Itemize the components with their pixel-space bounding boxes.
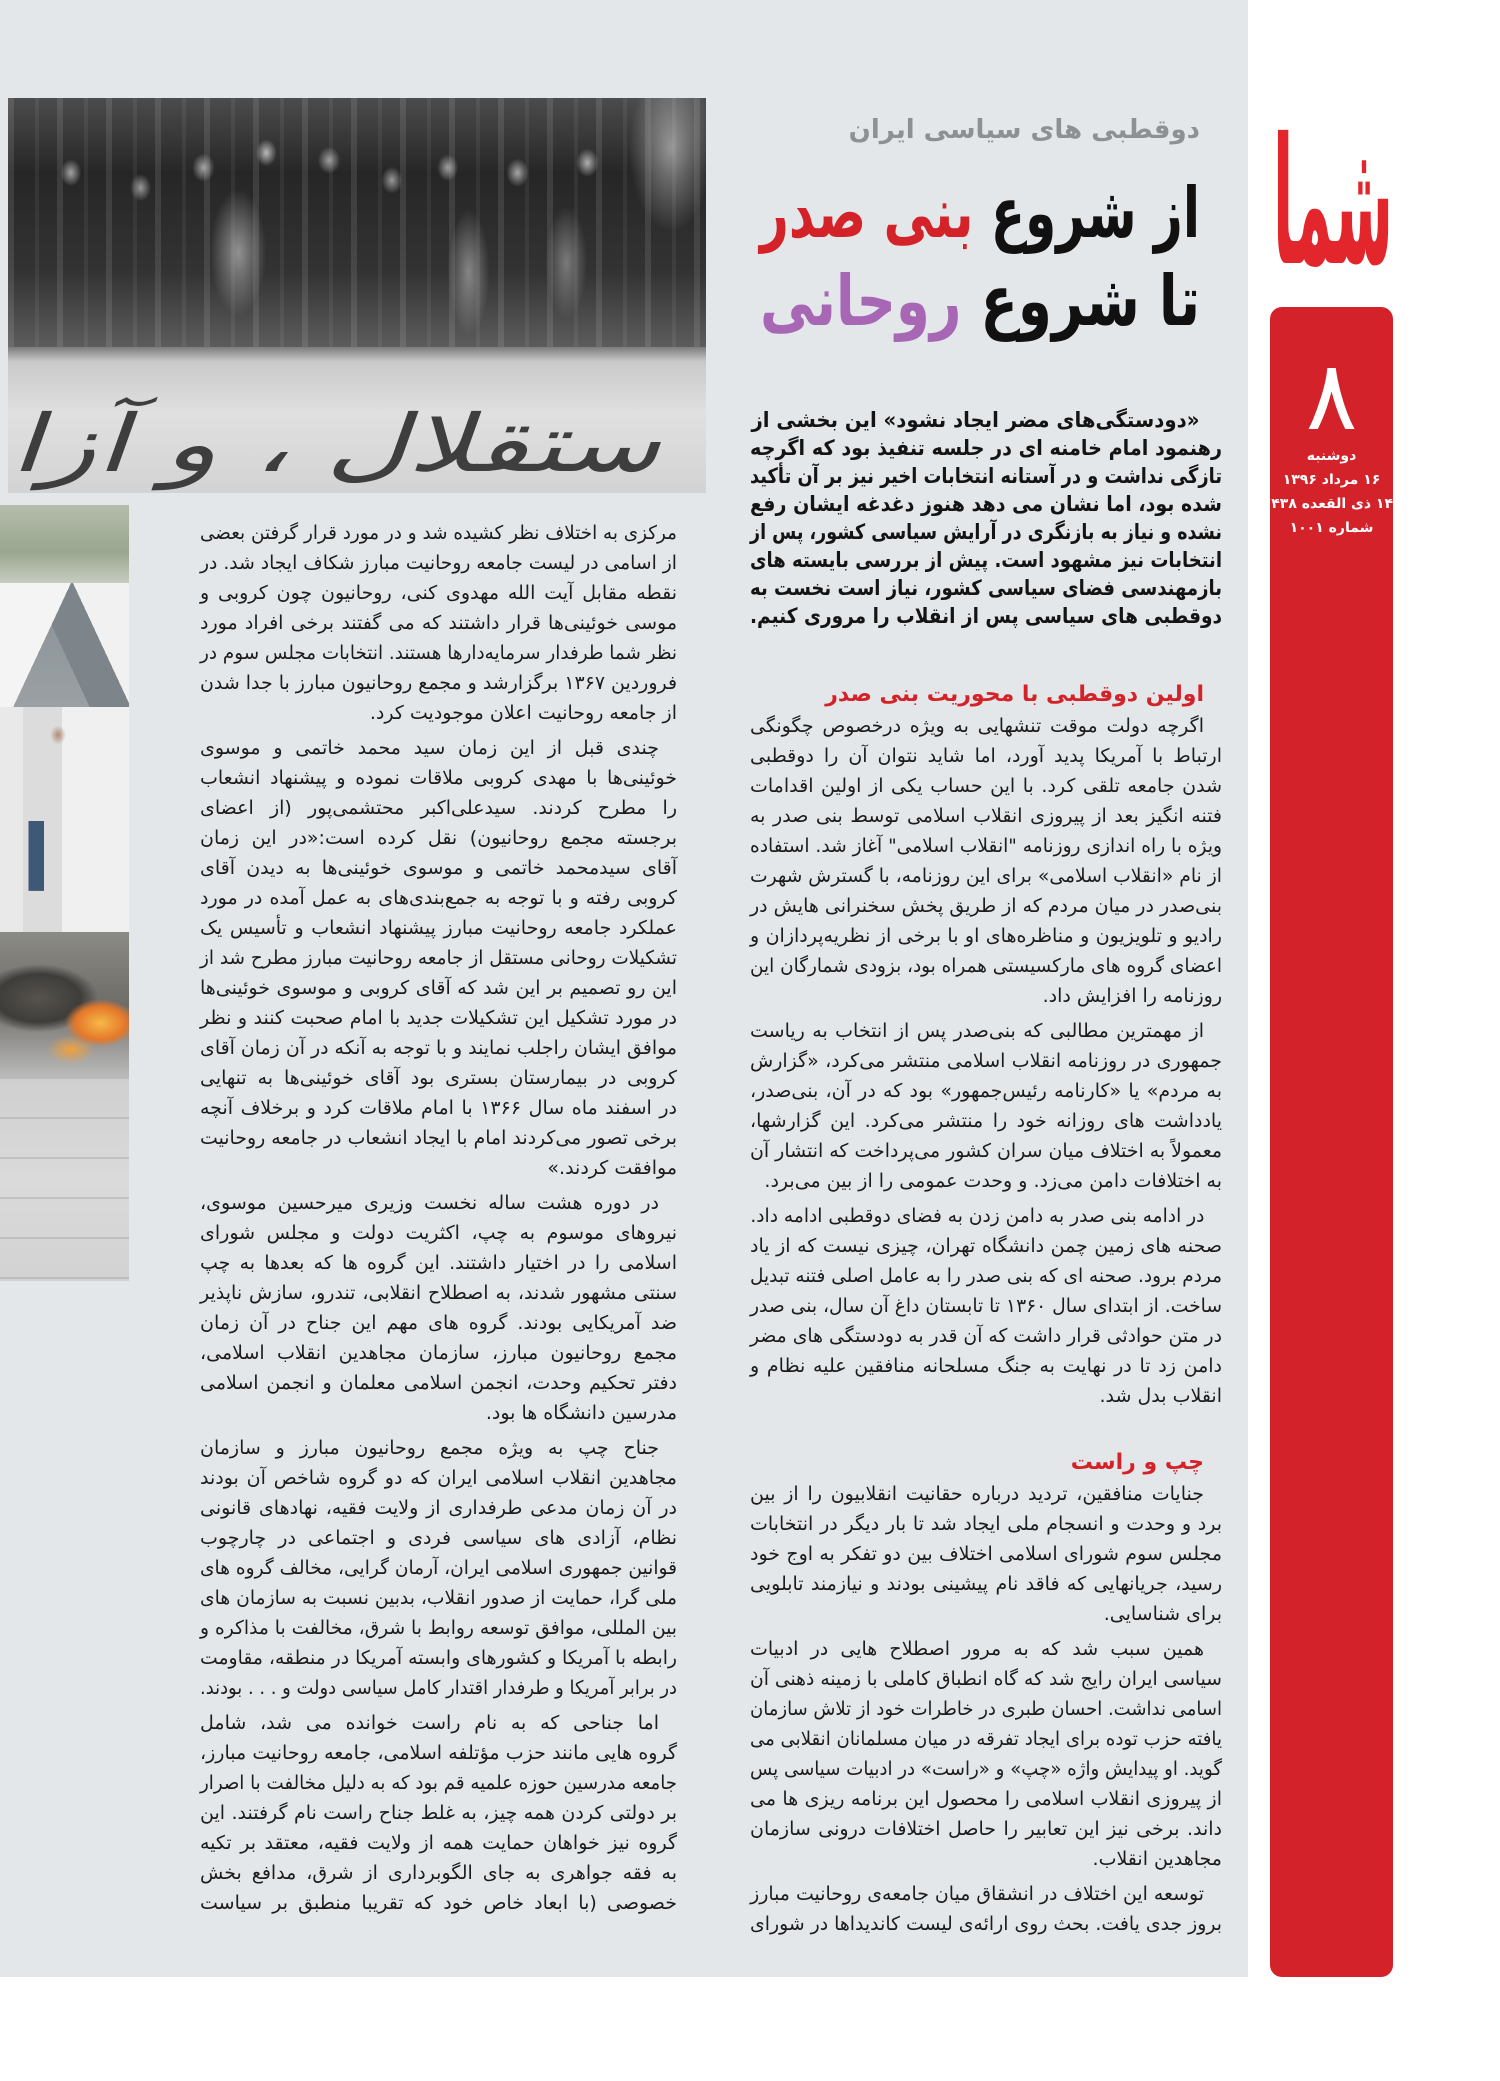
text-line: سیاسی ایران رایج شد که گاه انطباق کاملی با زمینه ذهنی آن [749, 1668, 1222, 1690]
article-photo-burning-motorcycle [0, 505, 129, 1281]
text-line: این رو تصمیم بر این شد که آقای کروبی و موسوی خوئینی‌ها [200, 977, 677, 999]
text-line: شدن جامعه تلقی کرد. با این حساب یکی از اولین اقدامات [750, 775, 1222, 797]
photo-people [0, 707, 129, 940]
photo-banner [10, 398, 660, 490]
weekday: دوشنبه [1306, 448, 1357, 464]
text-line: جنایات منافقین، تردید درباره حقانیت انقلابیون را از بین [750, 1483, 1204, 1505]
text-line: توسعه این اختلاف در انشقاق میان جامعه‌ی روحانیت مبارز [750, 1883, 1205, 1905]
text-line: از اسامی در لیست جامعه روحانیت مبارز شکاف ایجاد شد. در [199, 552, 677, 574]
text-line: بازمهندسی فضای سیاسی کشور، نیاز است نخست به [750, 576, 1222, 600]
text-line: موسی خوئینی‌ها قرار داشتند که می گفتند برخی افراد مورد [200, 612, 677, 634]
text-line: فتنه انگیز بعد از پیروزی انقلاب اسلامی توسط بنی صدر به [750, 805, 1222, 827]
text-line: روزنامه را افزایش داد. [1042, 985, 1222, 1007]
text-line: گوید. او پیدایش واژه «چپ» و «راست» در ادبیات سیاسی پس [750, 1758, 1222, 1780]
text-line: سنتی مشهور شدند، به اصطلاح انقلابی، تندرو، سازش ناپذیر [200, 1282, 677, 1304]
text-line: بر دولتی کردن همه چیز، به غلط جناح راست نام گرفتند. این [200, 1802, 677, 1824]
text-line: برخی تصور می‌کردند امام با ایجاد انشعاب در جامعه روحانیت [200, 1127, 678, 1149]
text-line: ساخت. از ابتدای سال ۱۳۶۰ تا تابستان داغ آن سال، بنی صدر [749, 1295, 1222, 1317]
paragraph [200, 733, 677, 1183]
paragraph [200, 1708, 677, 1918]
text-line: از مهمترین مطالبی که بنی‌صدر پس از انتخاب به ریاست [750, 1020, 1204, 1042]
text-line: برد و وحدت و انسجام ملی ایجاد شد تا بار دیگر در انتخابات [750, 1513, 1222, 1535]
text-line: جناح چپ به ویژه مجمع روحانیون مبارز و سازمان [200, 1437, 659, 1459]
text-line: داند. برخی نیز این تعابیر را حاصل اختلافات درونی سازمان [750, 1818, 1222, 1840]
article-kicker: دوقطبی های سیاسی ایران [848, 115, 1200, 145]
article-column-right [750, 406, 1222, 1939]
text-line: قوانین جمهوری اسلامی ایران، آرمان گرایی، مخالف گروه های [200, 1557, 677, 1579]
text-line: رسید، جریانهایی که فاقد نام پیشینی بودند و نیازمند تابلویی [750, 1573, 1222, 1595]
text-line: بنی‌صدر در میان مردم که از طریق پخش سخنرانی هایش در [749, 895, 1222, 917]
photo-trees [0, 505, 129, 583]
photo-ground [0, 1079, 129, 1281]
text-line: را مطرح کردند. سیدعلی‌اکبر محتشمی‌پور (از اعضای [200, 797, 677, 819]
text-line: موافق ایشان راجلب نمایند و با توجه به آنکه در آن زمان آقای [200, 1037, 677, 1059]
text-line: مجاهدین انقلاب. [1092, 1848, 1222, 1870]
text-line: یادداشت های روزانه خود را منتشر می‌کرد. این گزارشها، [750, 1110, 1222, 1132]
text-line: دوقطبی های سیاسی پس از انقلاب را مروری کنیم. [750, 604, 1222, 628]
text-line: رادیو و تلویزیون و مناظره‌های او با برخی از نظریه‌پردازان و [750, 925, 1222, 947]
text-line: اسلامی را در اختیار داشتند. این گروه ها که بعدها به چپ [200, 1252, 677, 1274]
text-line: «دودستگی‌های مضر ایجاد نشود» این بخشی از [751, 408, 1200, 432]
publication-logo [1273, 100, 1393, 305]
text-line: برجسته مجمع روحانیون) نقل کرده است:«در این زمان [200, 827, 677, 849]
paragraph [750, 1016, 1222, 1196]
text-line: در آن زمان مدعی طرفداری از ولایت فقیه، نهادهای قانونی [200, 1497, 677, 1519]
photo-banner-text: ستقلال ، و آزا [10, 398, 660, 490]
text-line: خوئینی‌ها با مهدی کروبی ملاقات نموده و پیشنهاد انشعاب [200, 767, 677, 789]
text-line: کروبی در بیمارستان بستری بود آقای خوئینی‌ها به تنهایی [200, 1067, 677, 1089]
headline-line-2 [759, 257, 1200, 345]
text-line: تازگی نداشت و در آستانه انتخابات اخیر نیز بر آن تأکید [750, 464, 1222, 488]
text-line: ارتباط با آمریکا پدید آورد، اما شاید نتوان آن را دوقطبی [750, 745, 1222, 767]
text-line: رهنمود امام خامنه ای در جلسه تنفیذ بود که اگرچه [749, 436, 1222, 460]
text-line: دامن زد تا در نهایت به جنگ مسلحانه منافقین علیه نظام و [750, 1355, 1222, 1377]
article-headline [760, 169, 1200, 345]
text-line: عملکرد جامعه روحانیت مبارز پیشنهاد انشعاب و تأسیس یک [200, 917, 677, 939]
headline-line-2-accent: روحانی [759, 260, 962, 342]
section-body-left-and-right [750, 1479, 1222, 1939]
text-line: نیروهای موسوم به چپ، اکثریت دولت و مجلس شورای [200, 1222, 677, 1244]
text-line: از جامعه روحانیت اعلان موجودیت کرد. [369, 702, 677, 724]
text-line: انقلاب بدل شد. [1099, 1385, 1222, 1407]
text-line: ضد آمریکایی بودند. گروه های مهم این جناح در آن زمان [200, 1312, 677, 1334]
lead-paragraph [750, 406, 1222, 630]
paragraph [750, 1634, 1222, 1874]
section-heading-first-polarization: اولین دوقطبی با محوریت بنی صدر [825, 682, 1204, 707]
text-line: همین سبب شد که به مرور اصطلاح هایی در ادبیات [750, 1638, 1204, 1660]
text-line: جامعه مدرسین حوزه علمیه قم بود که به دلیل مخالفت با اصرار [199, 1772, 677, 1794]
text-line: ویژه با راه اندازی روزنامه "انقلاب اسلامی" آغاز شد. استفاده [750, 835, 1222, 857]
paragraph [200, 1433, 677, 1703]
text-line: معمولاً به اختلاف میان سران کشور می‌پرداخت که انتشار آن [749, 1140, 1222, 1162]
text-line: مرکزی به اختلاف نظر کشیده شد و در مورد قرار گرفتن بعضی [199, 522, 678, 544]
logo-text: شما [1273, 100, 1393, 305]
text-line: اگرچه دولت موقت تنشهایی به ویژه درخصوص چگونگی [750, 715, 1204, 737]
paragraph [750, 711, 1222, 1011]
paragraph [750, 406, 1222, 630]
text-line: کروبی رفته و با توجه به جمع‌بندی‌های به عمل آمده در مورد [200, 887, 677, 909]
text-line: از نام «انقلاب اسلامی» برای این روزنامه، با گسترش شهرت [750, 865, 1222, 887]
text-line: به مردم» یا «کارنامه رئیس‌جمهور» بود که در آن، بنی‌صدر، [750, 1080, 1222, 1102]
paragraph [200, 518, 677, 728]
text-line: نشده و نیاز به بازنگری در آرایش سیاسی کشور، پس از [750, 520, 1222, 544]
section-body-first-polarization [750, 711, 1222, 1411]
paragraph [750, 1479, 1222, 1629]
text-line: جمهوری در روزنامه انقلاب اسلامی منتشر می‌کرد، «گزارش [750, 1050, 1222, 1072]
text-line: نقطه مقابل آیت الله مهدوی کنی، روحانیون چون کروبی و [200, 582, 677, 604]
text-line: اما جناحی که به نام راست خوانده می شد، شامل [200, 1712, 659, 1734]
text-line: مردم برود. صحنه ای که بنی صدر را به عامل اصلی فتنه تبدیل [749, 1265, 1222, 1287]
text-line: فروردین ۱۳۶۷ برگزارشد و مجمع روحانیون مبارز با جدا شدن [200, 672, 677, 694]
photo-burning-motorcycle [0, 932, 129, 1079]
text-line: اسامی نداشت. احسان طبری در خاطرات خود از تلاش سازمان [749, 1698, 1222, 1720]
text-line: خصوصی (با ابعاد خاص خود که تقریبا منطبق بر سیاست [200, 1892, 677, 1914]
text-line: یافته حزب توده برای ایجاد تفرقه در میان مسلمانان انقلابی می [749, 1728, 1222, 1750]
text-line: گروه هایی مانند حزب مؤتلفه اسلامی، جامعه روحانیت مبارز، [200, 1742, 677, 1764]
text-line: در برابر آمریکا و طرفدار اقتدار کامل سیاسی دولت و . . . بودند. [200, 1677, 677, 1699]
page-info-bar [1262, 307, 1393, 1977]
photo-umbrella [0, 583, 129, 707]
headline-line-2-plain: تا شروع [980, 260, 1200, 342]
text-line: ملی گرا، حمایت از صدور انقلاب، بدبین نسبت به سازمان های [200, 1587, 677, 1609]
text-line: دفتر تحکیم وحدت، انجمن اسلامی معلمان و انجمن اسلامی [200, 1372, 677, 1394]
text-line: تشکیلات روحانی مستقل از جامعه روحانیت مبارز مطرح شد از [199, 947, 677, 969]
headline-line-1-accent: بنی صدر [760, 172, 974, 254]
text-line: نظر شما طرفدار سرمایه‌دارها هستند. انتخابات مجلس سوم در [200, 642, 677, 664]
date-solar: ۱۶ مرداد ۱۳۹۶ [1282, 472, 1381, 488]
page-number: ۸ [1305, 340, 1358, 452]
text-line: چندی قبل از این زمان سید محمد خاتمی و موسوی [200, 737, 659, 759]
headline-line-1-plain: از شروع [990, 172, 1200, 254]
headline-line-1 [760, 169, 1200, 257]
text-line: از پیروزی انقلاب اسلامی را محصول این برنامه ریزی ها می [750, 1788, 1222, 1810]
text-line: مجمع روحانیون مبارز، سازمان مجاهدین انقلاب اسلامی، [200, 1342, 677, 1364]
article-column-left [200, 518, 677, 1918]
text-line: اعضای گروه های مارکسیستی همراه بود، بزودی شمارگان این [750, 955, 1222, 977]
text-line: آقای سیدمحمد خاتمی و موسوی خوئینی‌ها به دیدن آقای [200, 857, 677, 879]
text-line: رابطه با آمریکا و کشورهای وابسته آمریکا در منطقه، مقاومت [199, 1647, 677, 1669]
paragraph [200, 1188, 677, 1428]
text-line: در دوره هشت ساله نخست وزیری میرحسین موسوی، [200, 1192, 659, 1214]
text-line: بین المللی، موافق توسعه روابط با شرق، مخالفت با مذاکره و [200, 1617, 677, 1639]
text-line: در اسفند ماه سال ۱۳۶۶ با امام ملاقات کرد و برخلاف آنچه [200, 1097, 677, 1119]
text-line: گروه نیز خواهان حمایت همه از ولایت فقیه، معتقد بر تکیه [200, 1832, 677, 1854]
article-photo-crowd [8, 98, 706, 493]
paragraph [750, 1201, 1222, 1411]
photo-crowd-area [8, 98, 706, 347]
text-line: صحنه های زمین چمن دانشگاه تهران، چیزی نیست که از یاد [750, 1235, 1222, 1257]
text-line: مجاهدین انقلاب اسلامی ایران که دو گروه شاخص آن بودند [200, 1467, 677, 1489]
text-line: در مورد تشکیل این تشکیلات جدید با امام صحبت کنند و نظر [200, 1007, 677, 1029]
text-line: در متن حوادثی قرار داشت که آن قدر به دودستگی های مضر [750, 1325, 1222, 1347]
issue-number: شماره ۱۰۰۱ [1289, 520, 1374, 536]
text-line: انتخابات نیز مشهود است. پیش از بررسی بایسته های [749, 548, 1222, 572]
text-line: شده بود، اما نشان می دهد هنوز دغدغه ایشان رفع [750, 492, 1222, 516]
paragraph [750, 1879, 1222, 1939]
text-line: مدرسین دانشگاه ها بود. [485, 1402, 677, 1424]
text-line: نظام، آزادی های سیاسی فردی و اجتماعی در چارچوب [200, 1527, 677, 1549]
text-line: به اختلافات دامن می‌زد. و وحدت عمومی را از بین می‌برد. [764, 1170, 1222, 1192]
text-line: برای شناسایی. [1103, 1603, 1222, 1625]
text-line: موافقت کردند.» [547, 1157, 677, 1179]
date-lunar: ۱۴ ذی القعده ۱۴۳۸ [1262, 496, 1393, 512]
text-line: به فقه جواهری به جای الگوبرداری از شرق، مدافع بخش [200, 1862, 677, 1884]
text-line: در ادامه بنی صدر به دامن زدن به فضای دوقطبی ادامه داد. [750, 1205, 1205, 1227]
text-line: مجلس سوم شورای اسلامی اختلاف بین دو تفکر به اوج خود [750, 1543, 1222, 1565]
section-heading-left-and-right: چپ و راست [1070, 1450, 1204, 1475]
text-line: بروز جدی یافت. بحث روی ارائه‌ی لیست کاندیداها در شورای [749, 1913, 1222, 1935]
